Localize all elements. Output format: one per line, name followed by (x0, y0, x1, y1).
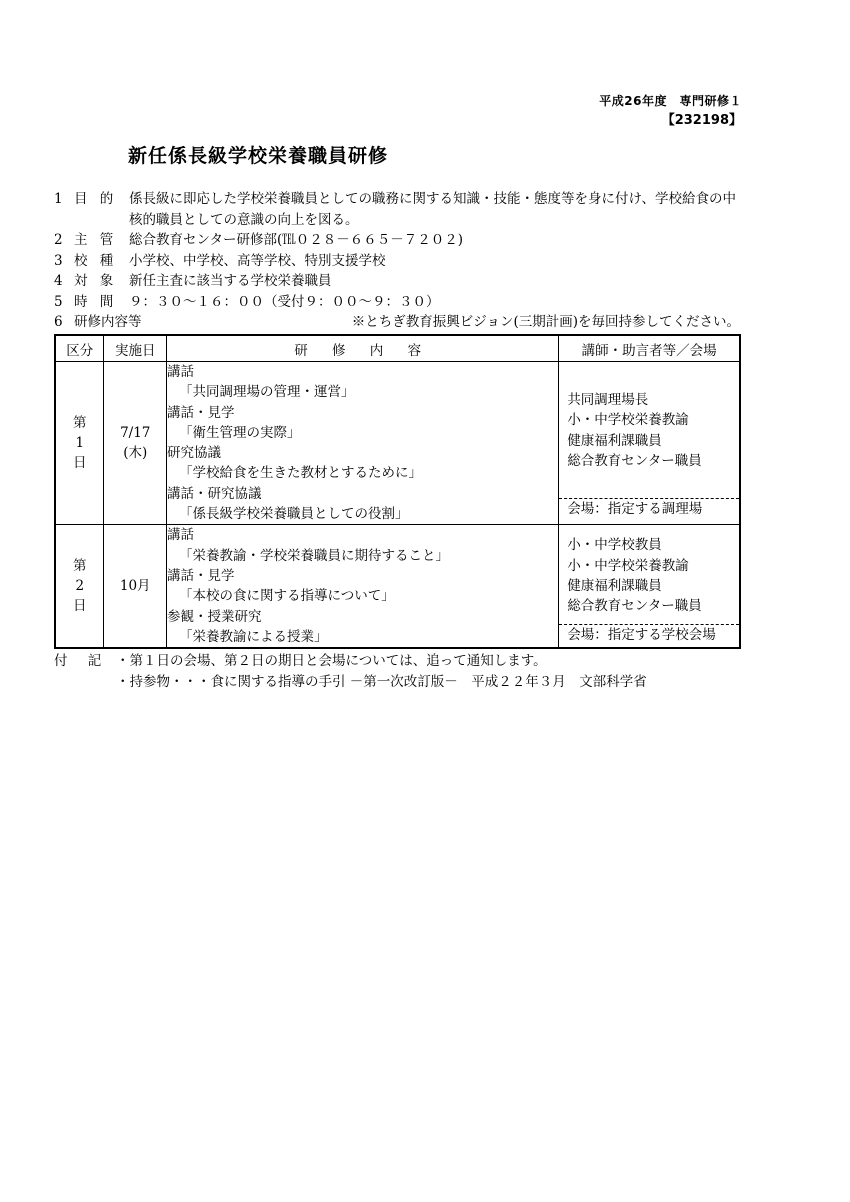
item-time (54, 292, 754, 313)
item-text: 新任主査に該当する学校栄養職員 (129, 273, 332, 289)
item-number: 1 (54, 191, 63, 207)
item-number: 2 (54, 232, 63, 248)
item-number: 5 (54, 293, 63, 310)
session-type: 講話・見学 (166, 404, 235, 421)
day-number: 1 (75, 435, 85, 452)
day-number: 2 (75, 578, 85, 595)
course-reference: 平成26年度 専門研修１ (599, 94, 742, 108)
session-type: 研究協議 (166, 445, 221, 462)
day-label: 第 (72, 415, 87, 432)
instructor-cell (559, 525, 740, 648)
item-number: 4 (54, 273, 63, 289)
instructor-list (559, 362, 739, 498)
schedule-table (54, 334, 741, 649)
date-text: 10月 (119, 578, 151, 595)
item-label: 対 象 (74, 273, 118, 289)
session-topic: 「係長級学校栄養職員としての役割」 (178, 506, 409, 523)
item-organizer (54, 230, 754, 251)
session-type: 講話 (166, 527, 194, 544)
item-purpose (54, 189, 754, 210)
table-header-row (55, 335, 740, 362)
day-label: 日 (72, 598, 87, 615)
item-school-types (54, 251, 754, 272)
overview-list (54, 189, 754, 333)
date-weekday: (木) (123, 445, 148, 462)
session-topic: 「本校の食に関する指導について」 (178, 588, 395, 605)
date-cell (104, 525, 167, 648)
instructor-item: 健康福利課職員 (567, 432, 662, 449)
item-label: 主 管 (74, 232, 118, 248)
item-text-continued: 核的職員としての意識の向上を図る。 (129, 211, 359, 228)
instructor-item: 総合教育センター職員 (567, 598, 702, 615)
session-type: 参観・授業研究 (166, 608, 262, 625)
item-text: 総合教育センター研修部(℡０２８－６６５－７２０２) (129, 232, 463, 248)
session-topic: 「共同調理場の管理・運営」 (178, 384, 355, 401)
instructor-item: 総合教育センター職員 (567, 452, 702, 469)
course-code: 【232198】 (661, 113, 742, 128)
venue-text: 会場：指定する学校会場 (559, 624, 739, 646)
instructor-list (559, 525, 739, 624)
date-cell (104, 362, 167, 525)
page-title: 新任係長級学校栄養職員研修 (128, 145, 389, 167)
item-label: 目 的 (74, 191, 118, 207)
item-number: 6 (54, 314, 63, 330)
instructor-item: 共同調理場長 (567, 392, 649, 408)
item-note: ※とちぎ教育振興ビジョン(三期計画)を毎回持参してください。 (351, 314, 740, 330)
item-contents (54, 312, 754, 333)
date-text: 7/17 (120, 425, 151, 442)
item-text: ９：３０～１６：００（受付９：００～９：３０） (129, 293, 440, 310)
content-cell (166, 525, 558, 648)
item-text: 係長級に即応した学校栄養職員としての職務に関する知識・技能・態度等を身に付け、学校給食の中 (129, 191, 736, 207)
session-type: 講話 (166, 364, 194, 380)
item-label: 研修内容等 (74, 314, 142, 330)
header-content: 研 修 内 容 (166, 335, 558, 362)
session-topic: 「学校給食を生きた教材とするために」 (178, 465, 422, 482)
session-topic: 「衛生管理の実際」 (178, 424, 301, 441)
item-target (54, 271, 754, 292)
session-type: 講話・見学 (166, 567, 235, 584)
instructor-item: 小・中学校栄養教諭 (567, 412, 689, 429)
item-text: 小学校、中学校、高等学校、特別支援学校 (129, 252, 386, 269)
day-cell (55, 362, 104, 525)
item-number: 3 (54, 252, 63, 269)
day-label: 第 (72, 558, 87, 575)
table-row (55, 362, 740, 525)
instructor-item: 健康福利課職員 (567, 577, 662, 594)
day-label: 日 (72, 455, 87, 472)
instructor-item: 小・中学校栄養教諭 (567, 557, 689, 574)
day-cell (55, 525, 104, 648)
venue-text: 会場：指定する調理場 (559, 498, 739, 520)
instructor-cell (559, 362, 740, 525)
header-day: 区分 (55, 335, 104, 362)
notes-label: 付 記 (54, 653, 110, 669)
instructor-item: 小・中学校教員 (567, 537, 662, 554)
item-label: 時 間 (74, 293, 118, 310)
header-date: 実施日 (104, 335, 167, 362)
session-type: 講話・研究協議 (166, 485, 262, 502)
session-topic: 「栄養教諭・学校栄養職員に期待すること」 (178, 547, 449, 564)
item-label: 校 種 (74, 252, 118, 269)
table-row (55, 525, 740, 648)
note-text: ・持参物・・・食に関する指導の手引 －第一次改訂版－ 平成２２年３月 文部科学省 (116, 673, 647, 690)
note-text: ・第１日の会場、第２日の期日と会場については、追って通知します。 (116, 653, 547, 669)
content-cell (166, 362, 558, 525)
session-topic: 「栄養教諭による授業」 (178, 628, 328, 645)
header-instructor: 講師・助言者等／会場 (559, 335, 740, 362)
